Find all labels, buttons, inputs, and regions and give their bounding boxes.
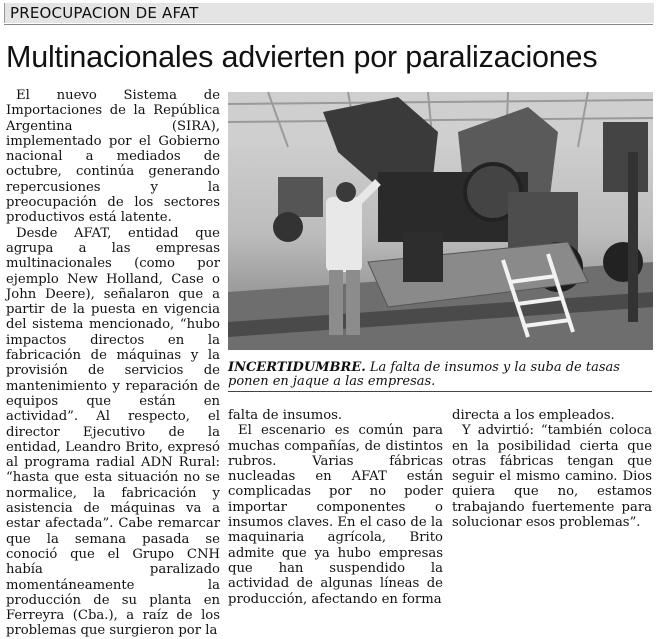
paragraph: Y advirtió: “también coloca en la posibilidad cierta que otras fábricas tengan que seguir el mismo camino. Dios quiera que no, estamos trabajando fuertemente para solucionar esos problemas”. [452,423,652,531]
paragraph: El nuevo Sistema de Importaciones de la República Argentina (SIRA), implementado por el Gobierno nacional a mediados de octubre, continúa generando repercusiones y la preocupación de los sectores productivos está latente. [6,88,220,226]
paragraph: falta de insumos. [228,408,343,423]
paragraph: directa a los empleados. [452,408,615,423]
headline: Multinacionales advierten por paralizaciones [6,40,598,74]
paragraph: Desde AFAT, entidad que agrupa a las empresas multinacionales (como por ejemplo New Holland, Case o John Deere), señalaron que a partir de la puesta en vigencia del sistema mencionado, “hubo impactos directos en la fabricación de máquinas y la provisión de servicios de mantenimiento y reparación de equipos que están en actividad”. Al respecto, el director Ejecutivo de la entidad, Leandro Brito, expresó al programa radial ADN Rural: “hasta que esta situación no se normalice, la fabricación y asistencia de máquinas va a estar afectada”. Cabe remarcar que la semana pasada se conoció que el Grupo CNH había paralizado momentáneamente la producción de su planta en Ferreyra (Cba.), a raíz de los problemas que surgieron por la [6,225,220,639]
article-column-3 [452,408,652,530]
photo-illustration [228,92,653,350]
caption-text: La falta de insumos y la suba de tasas ponen en jaque a las empresas. [228,360,620,389]
section-label: PREOCUPACION DE AFAT [10,4,199,22]
paragraph: El escenario es común para muchas compañías, de distintos rubros. Varias fábricas nucleadas en AFAT están complicadas por no poder importar componentes o insumos claves. En el caso de la maquinaria agrícola, Brito admite que ya hubo empresas que han suspendido la actividad de algunas líneas de producción, afectando en forma [228,423,443,607]
section-kicker [4,3,653,25]
photo-caption [228,361,652,392]
article-column-2 [228,408,443,607]
tractor-factory-photo [228,92,653,350]
article-column-1 [6,88,220,639]
caption-lead: INCERTIDUMBRE. [228,360,366,375]
